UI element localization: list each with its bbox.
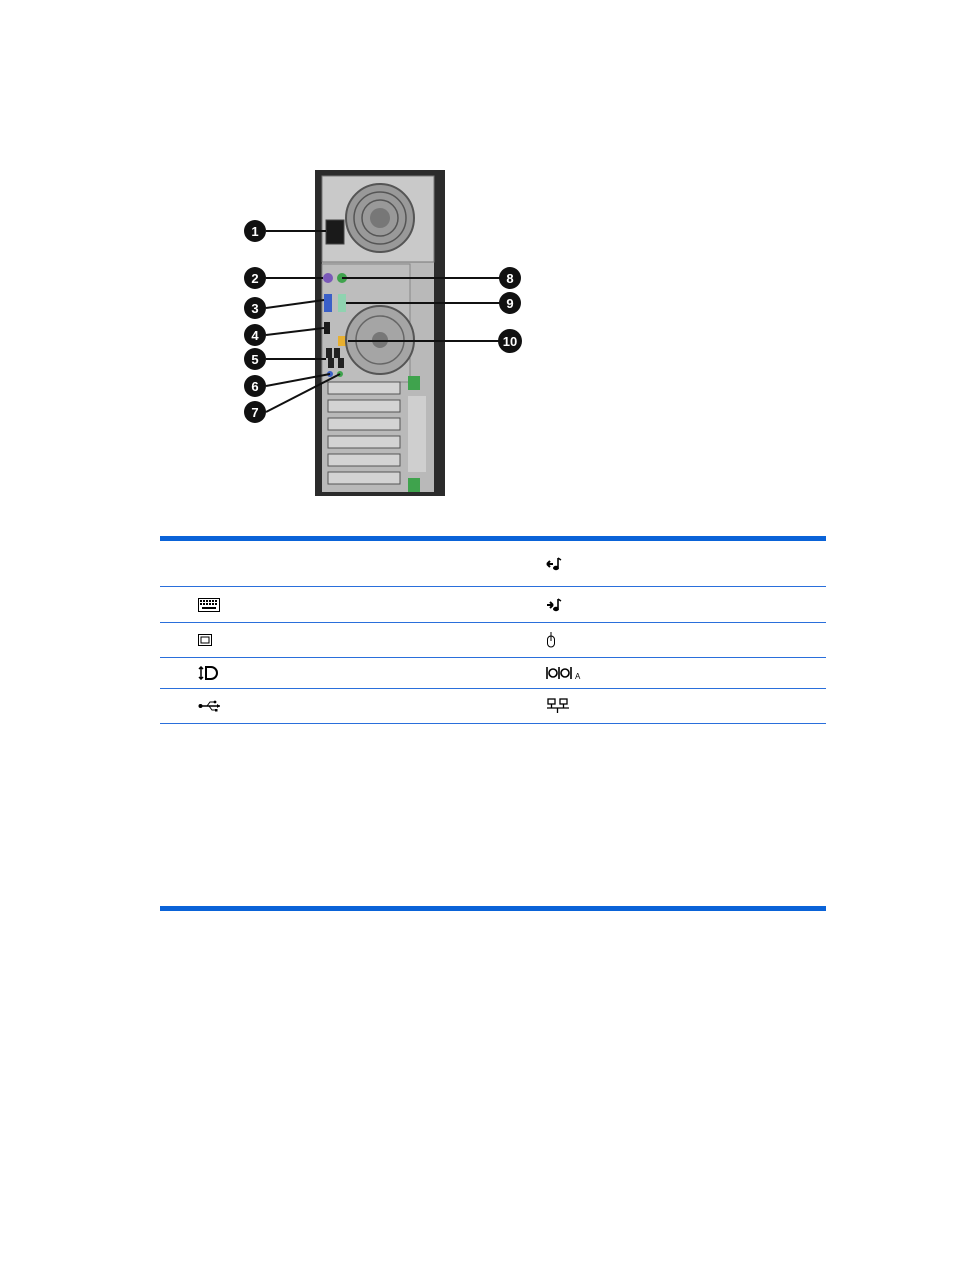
power-connector [326,220,344,244]
svg-text:1: 1 [251,224,259,239]
displayport-port [324,322,330,334]
serial-port [338,294,346,312]
callout-9 [499,292,521,314]
computer-rear-panel-figure [230,160,530,505]
table-row [160,658,826,689]
callout-10 [498,329,522,353]
keyboard-icon [198,587,220,622]
callout-7 [244,401,266,423]
usb-port-1 [326,348,332,358]
svg-text:5: 5 [251,352,259,367]
svg-text:6: 6 [251,379,259,394]
serial-port-icon [546,658,586,688]
svg-text:4: 4 [251,328,259,343]
network-icon [546,689,570,723]
monitor-icon [198,623,212,657]
usb-port-2 [334,348,340,358]
callout-3 [244,297,266,319]
table-row [160,689,826,724]
green-latch-top [408,376,420,390]
usb-port-3 [328,358,334,368]
svg-text:3: 3 [251,301,259,316]
svg-text:7: 7 [251,405,259,420]
callout-2 [244,267,266,289]
line-out-audio-icon [546,587,562,622]
connector-legend-table [160,536,826,724]
callout-8 [499,267,521,289]
vent-grid [408,396,426,472]
table-row [160,623,826,658]
table-row [160,587,826,623]
usb-port-4 [338,358,344,368]
green-latch-bottom [408,478,420,492]
svg-text:2: 2 [251,271,259,286]
line-in-audio-icon [546,541,562,586]
mouse-icon [546,623,556,657]
table-bottom-rule [160,906,826,911]
table-row [160,541,826,587]
callout-5 [244,348,266,370]
vga-port [324,294,332,312]
callout-4 [244,324,266,346]
callout-1 [244,220,266,242]
svg-text:A: A [575,672,581,680]
svg-text:10: 10 [502,334,518,349]
callout-6 [244,375,266,397]
svg-text:8: 8 [506,271,514,286]
usb-icon [198,689,224,723]
svg-text:9: 9 [506,296,514,311]
displayport-icon [198,658,220,688]
ps2-keyboard-port [323,273,333,283]
